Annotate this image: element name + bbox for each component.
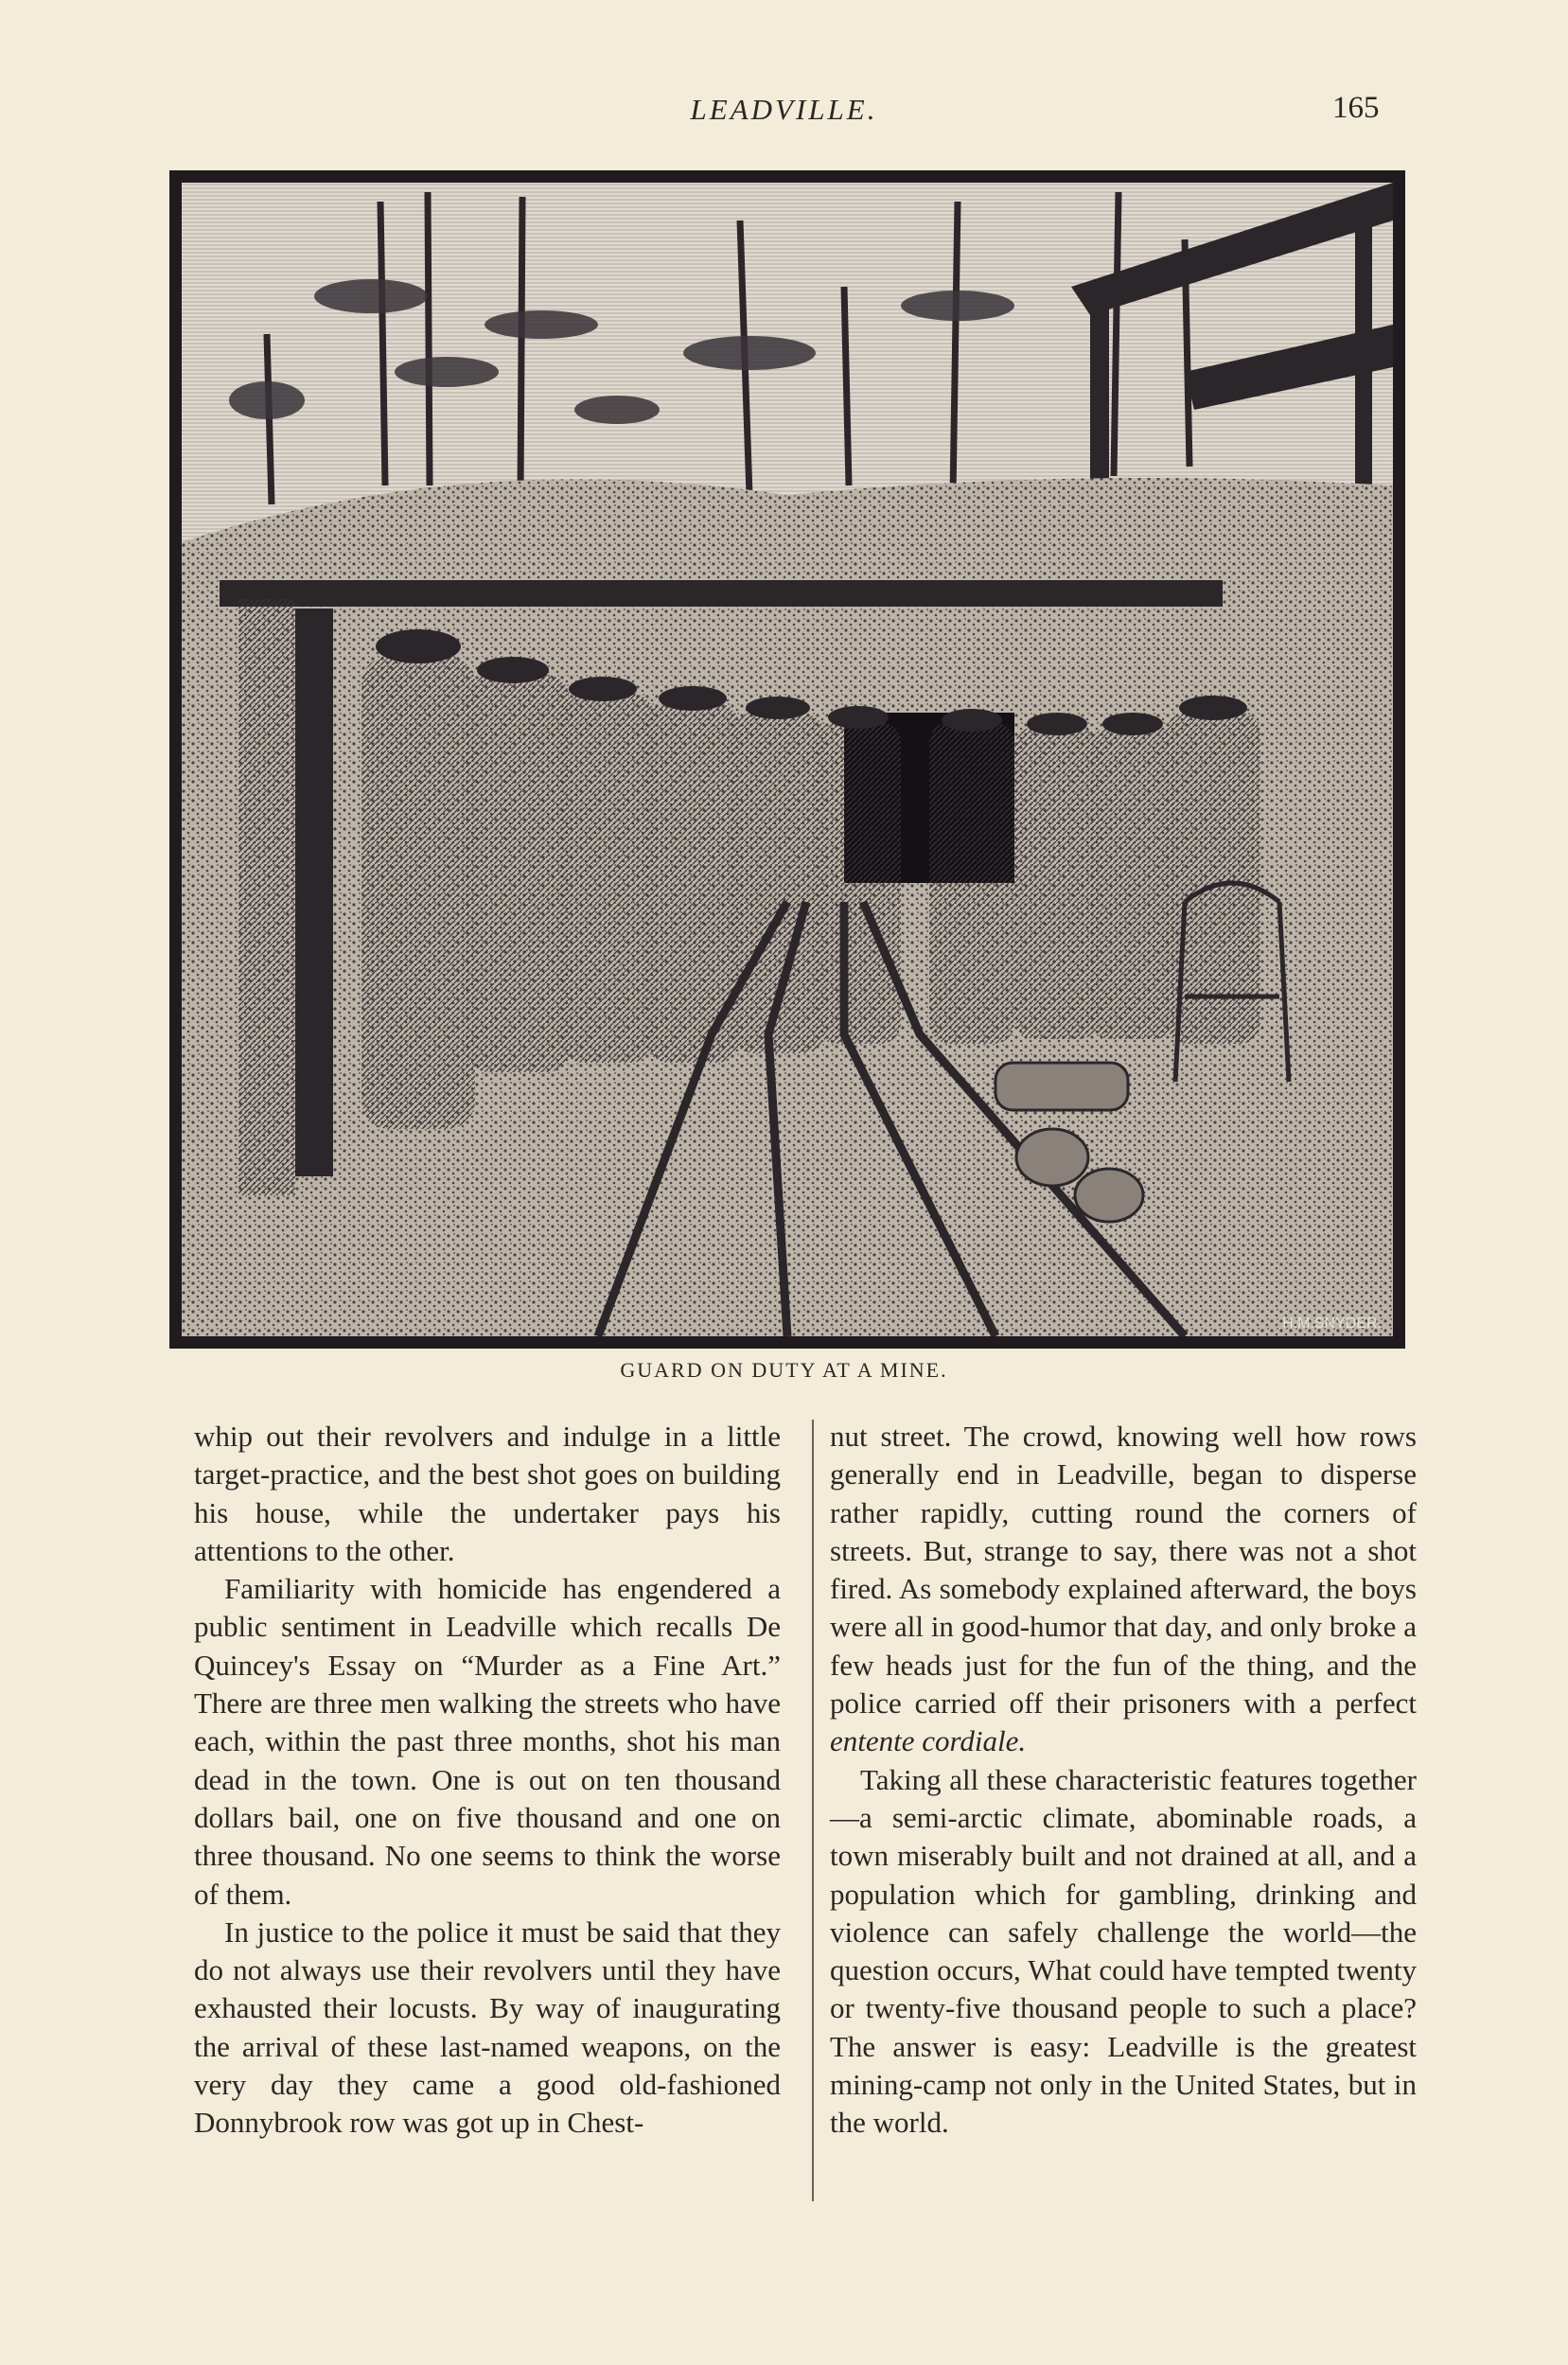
- paragraph: Taking all these characteristic features together—a semi-arctic climate, abominable roads, a town miserably built and not drained at all, and a population which for gambling, drinking and violence can safely challenge the world—the question occurs, What could have tempted twenty or twenty-five thousand people to such a place? The answer is easy: Leadville is the greatest mining-camp not only in the United States, but in the world.: [830, 1762, 1417, 2140]
- paragraph: In justice to the police it must be said that they do not always use their revolvers until they have exhausted their locusts. By way of inaugurating the arrival of these last-named weapons, on the very day they came a good old-fashioned Donnybrook row was got up in Chest-: [194, 1915, 781, 2140]
- figure-caption: GUARD ON DUTY AT A MINE.: [620, 1358, 948, 1382]
- text-column-right: [830, 1418, 1417, 2143]
- engraver-signature: H.M.SNYDER.: [1282, 1315, 1382, 1332]
- paragraph-text: nut street. The crowd, knowing well how rows generally end in Leadville, began to disperse rather rapidly, cutting round the corners of streets. But, strange to say, there was not a shot fired. As somebody explained afterward, the boys were all in good-humor that day, and only broke a few heads just for the fun of the thing, and the police carried off their prisoners with a perfect: [830, 1420, 1417, 1721]
- paragraph: Familiarity with homicide has engendered a public sentiment in Leadville which recalls De Quincey's Essay on “Murder as a Fine Art.” There are three men walking the streets who have each, within the past three months, shot his man dead in the town. One is out on ten thousand dollars bail, one on five thousand and one on three thousand. No one seems to think the worse of them.: [194, 1572, 781, 1911]
- mine-guard-engraving: [169, 170, 1405, 1349]
- paragraph: whip out their revolvers and indulge in a little target-practice, and the best shot goes on building his house, while the undertaker pays his attentions to the other.: [194, 1420, 781, 1567]
- page-number: 165: [1332, 91, 1380, 125]
- italic-phrase: entente cordiale.: [830, 1724, 1027, 1758]
- running-head: LEADVILLE.: [690, 93, 878, 126]
- text-column-left: [194, 1418, 781, 2143]
- paragraph: [830, 1418, 1417, 1761]
- column-divider: [812, 1420, 814, 2201]
